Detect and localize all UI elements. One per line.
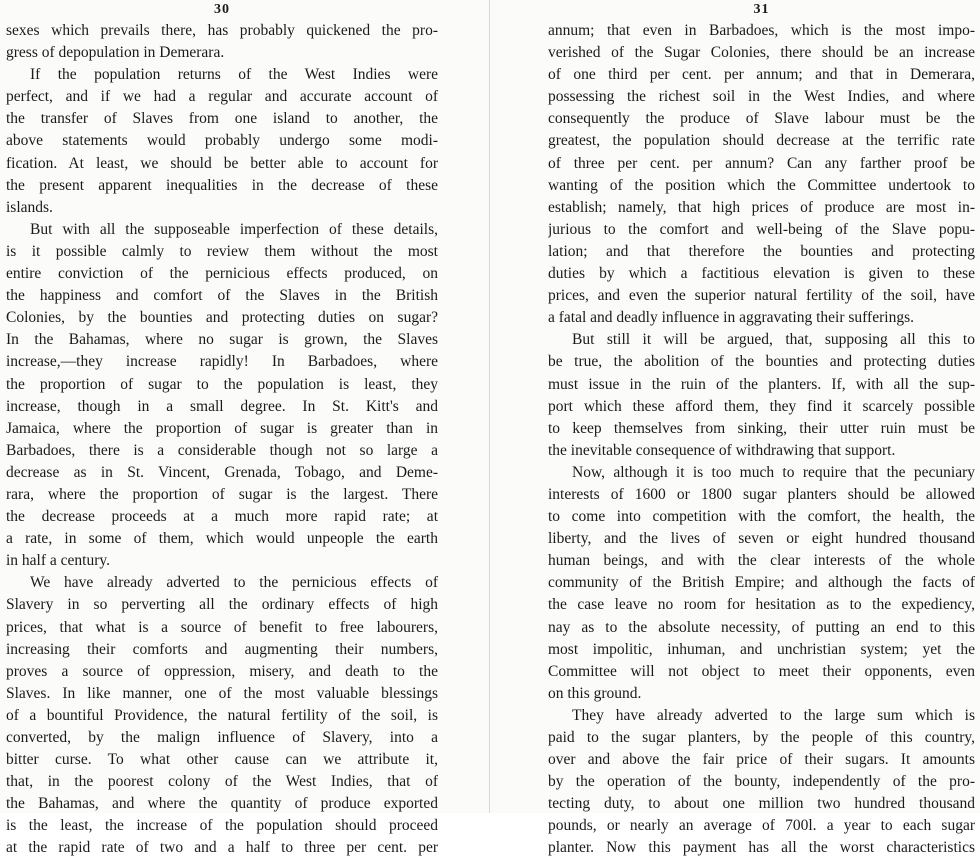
text-line: Committee will not object to meet their opponents, even — [548, 662, 975, 680]
text-line: entire conviction of the pernicious effects produced, on — [6, 265, 438, 283]
text-line: Slavery in so perverting all the ordinary effects of high — [6, 596, 438, 614]
text-line: verished of the Sugar Colonies, there should be an increase — [548, 44, 975, 62]
text-line: possessing the richest soil in the West Indies, and where — [548, 88, 975, 106]
text-line: Slaves. In like manner, one of the most valuable blessings — [6, 684, 438, 702]
text-line: islands. — [6, 198, 53, 216]
text-line: the present apparent inequalities in the decrease of these — [6, 176, 438, 194]
text-line: human beings, and with the clear interests of the whole — [548, 552, 975, 570]
text-line: of a bountiful Providence, the natural fertility of the soil, is — [6, 706, 438, 724]
text-line: port which these afford them, they find it scarcely possible — [548, 397, 975, 415]
text-line: proves a source of oppression, misery, and death to the — [6, 662, 438, 680]
paragraph-first-line: They have already adverted to the large sum which is — [572, 706, 975, 724]
text-line: in half a century. — [6, 552, 111, 570]
text-line: above statements would probably undergo some modi- — [6, 132, 438, 150]
text-line: greatest, the population should decrease at the terrific rate — [548, 132, 975, 150]
text-line: rara, where the proportion of sugar is the largest. There — [6, 485, 438, 503]
text-line: nay as to the absolute necessity, of putting an end to this — [548, 618, 975, 636]
text-line: the happiness and comfort of the Slaves in the British — [6, 287, 438, 305]
text-line: wanting of the position which the Committee undertook to — [548, 176, 975, 194]
text-line: perfect, and if we had a regular and accurate account of — [6, 88, 438, 106]
left-page-body — [6, 20, 438, 860]
text-line: the case leave no room for hesitation as to the expediency, — [548, 596, 975, 614]
text-line: to come into competition with the comfort, the health, the — [548, 508, 975, 526]
text-line: the transfer of Slaves from one island to another, the — [6, 110, 438, 128]
paragraph-first-line: But with all the supposeable imperfection of these details, — [30, 220, 438, 238]
right-page — [548, 2, 975, 860]
paragraph-first-line: But still it will be argued, that, supposing all this to — [572, 331, 975, 349]
text-line: that, in the poorest colony of the West Indies, that of — [6, 773, 438, 791]
text-line: be true, the abolition of the bounties and protecting duties — [548, 353, 975, 371]
text-line: the Bahamas, and where the quantity of produce exported — [6, 795, 438, 813]
text-line: bitter curse. To what other cause can we attribute it, — [6, 751, 438, 769]
text-line: liberty, and the lives of seven or eight hundred thousand — [548, 530, 975, 548]
text-line: by the operation of the bounty, independently of the pro- — [548, 773, 975, 791]
text-line: the decrease proceeds at a much more rapid rate; at — [6, 508, 438, 526]
page-number-left: 30 — [214, 2, 230, 17]
text-line: of one third per cent. per annum; and that in Demerara, — [548, 66, 975, 84]
text-line: converted, by the malign influence of Slavery, into a — [6, 729, 438, 746]
text-line: Barbadoes, there is a considerable though not so large a — [6, 441, 438, 459]
text-line: a rate, in some of them, which would unpeople the earth — [6, 530, 438, 548]
paragraph-first-line: Now, although it is too much to require that the pecuniary — [572, 463, 975, 481]
text-line: increasing their comforts and augmenting their numbers, — [6, 640, 438, 658]
text-line: tecting duty, to about one million two hundred thousand — [548, 795, 975, 813]
text-line: a fatal and deadly influence in aggravating their sufferings. — [548, 309, 914, 327]
text-line: the inevitable consequence of withdrawing that support. — [548, 441, 896, 459]
text-line: In the Bahamas, where no sugar is grown, the Slaves — [6, 331, 438, 349]
text-line: establish; namely, that high prices of produce are most in- — [548, 198, 975, 216]
text-line: duties by which a factitious elevation is given to these — [548, 265, 975, 283]
text-line: planter. Now this payment has all the worst characteristics — [548, 839, 975, 857]
paragraph-first-line: We have already adverted to the pernicious effects of — [30, 574, 438, 592]
text-line: increase,—they increase rapidly! In Barbadoes, where — [6, 353, 438, 371]
text-line: Colonies, by the bounties and protecting duties on sugar? — [6, 309, 438, 327]
text-line: increase, though in a small degree. In St. Kitt's and — [6, 397, 438, 415]
paragraph-first-line: If the population returns of the West Indies were — [30, 66, 438, 84]
text-line: consequently the produce of Slave labour must be the — [548, 110, 975, 128]
text-line: must issue in the ruin of the planters. If, with all the sup- — [548, 375, 975, 393]
text-line: gress of depopulation in Demerara. — [6, 44, 225, 62]
left-page — [6, 2, 438, 860]
text-line: at the rapid rate of two and a half to three per cent. per — [6, 839, 438, 857]
text-line: to keep themselves from sinking, their utter ruin must be — [548, 419, 975, 437]
text-line: Jamaica, where the proportion of sugar is greater than in — [6, 419, 438, 437]
page-number-right: 31 — [753, 2, 770, 17]
text-line: prices, and even the superior natural fertility of the soil, have — [548, 287, 975, 305]
text-line: most impolitic, inhuman, and unchristian system; yet the — [548, 640, 975, 658]
page-gutter — [489, 0, 490, 813]
text-line: jurious to the comfort and well-being of the Slave popu- — [548, 220, 975, 238]
text-line: pounds, or nearly an average of 700l. a year to each sugar — [548, 817, 975, 835]
text-line: fication. At least, we should be better able to account for — [6, 154, 438, 172]
text-line: lation; and that therefore the bounties and protecting — [548, 242, 975, 260]
text-line: prices, that what is a source of benefit to free labourers, — [6, 618, 438, 636]
text-line: the proportion of sugar to the population is least, they — [6, 375, 438, 393]
text-line: is it possible calmly to review them without the most — [6, 242, 438, 260]
right-page-body — [548, 20, 975, 860]
text-line: of three per cent. per annum? Can any farther proof be — [548, 154, 975, 172]
text-line: annum; that even in Barbadoes, which is the most impo- — [548, 22, 975, 39]
text-line: is the least, the increase of the population should proceed — [6, 817, 438, 835]
text-line: interests of 1600 or 1800 sugar planters should be allowed — [548, 485, 975, 503]
text-line: paid to the sugar planters, by the people of this country, — [548, 729, 975, 746]
text-line: community of the British Empire; and although the facts of — [548, 574, 975, 592]
text-line: decrease as in St. Vincent, Grenada, Tobago, and Deme- — [6, 463, 438, 481]
text-line: sexes which prevails there, has probably quickened the pro- — [6, 22, 438, 39]
text-line: over and above the fair price of their sugars. It amounts — [548, 751, 975, 769]
text-line: on this ground. — [548, 684, 642, 702]
